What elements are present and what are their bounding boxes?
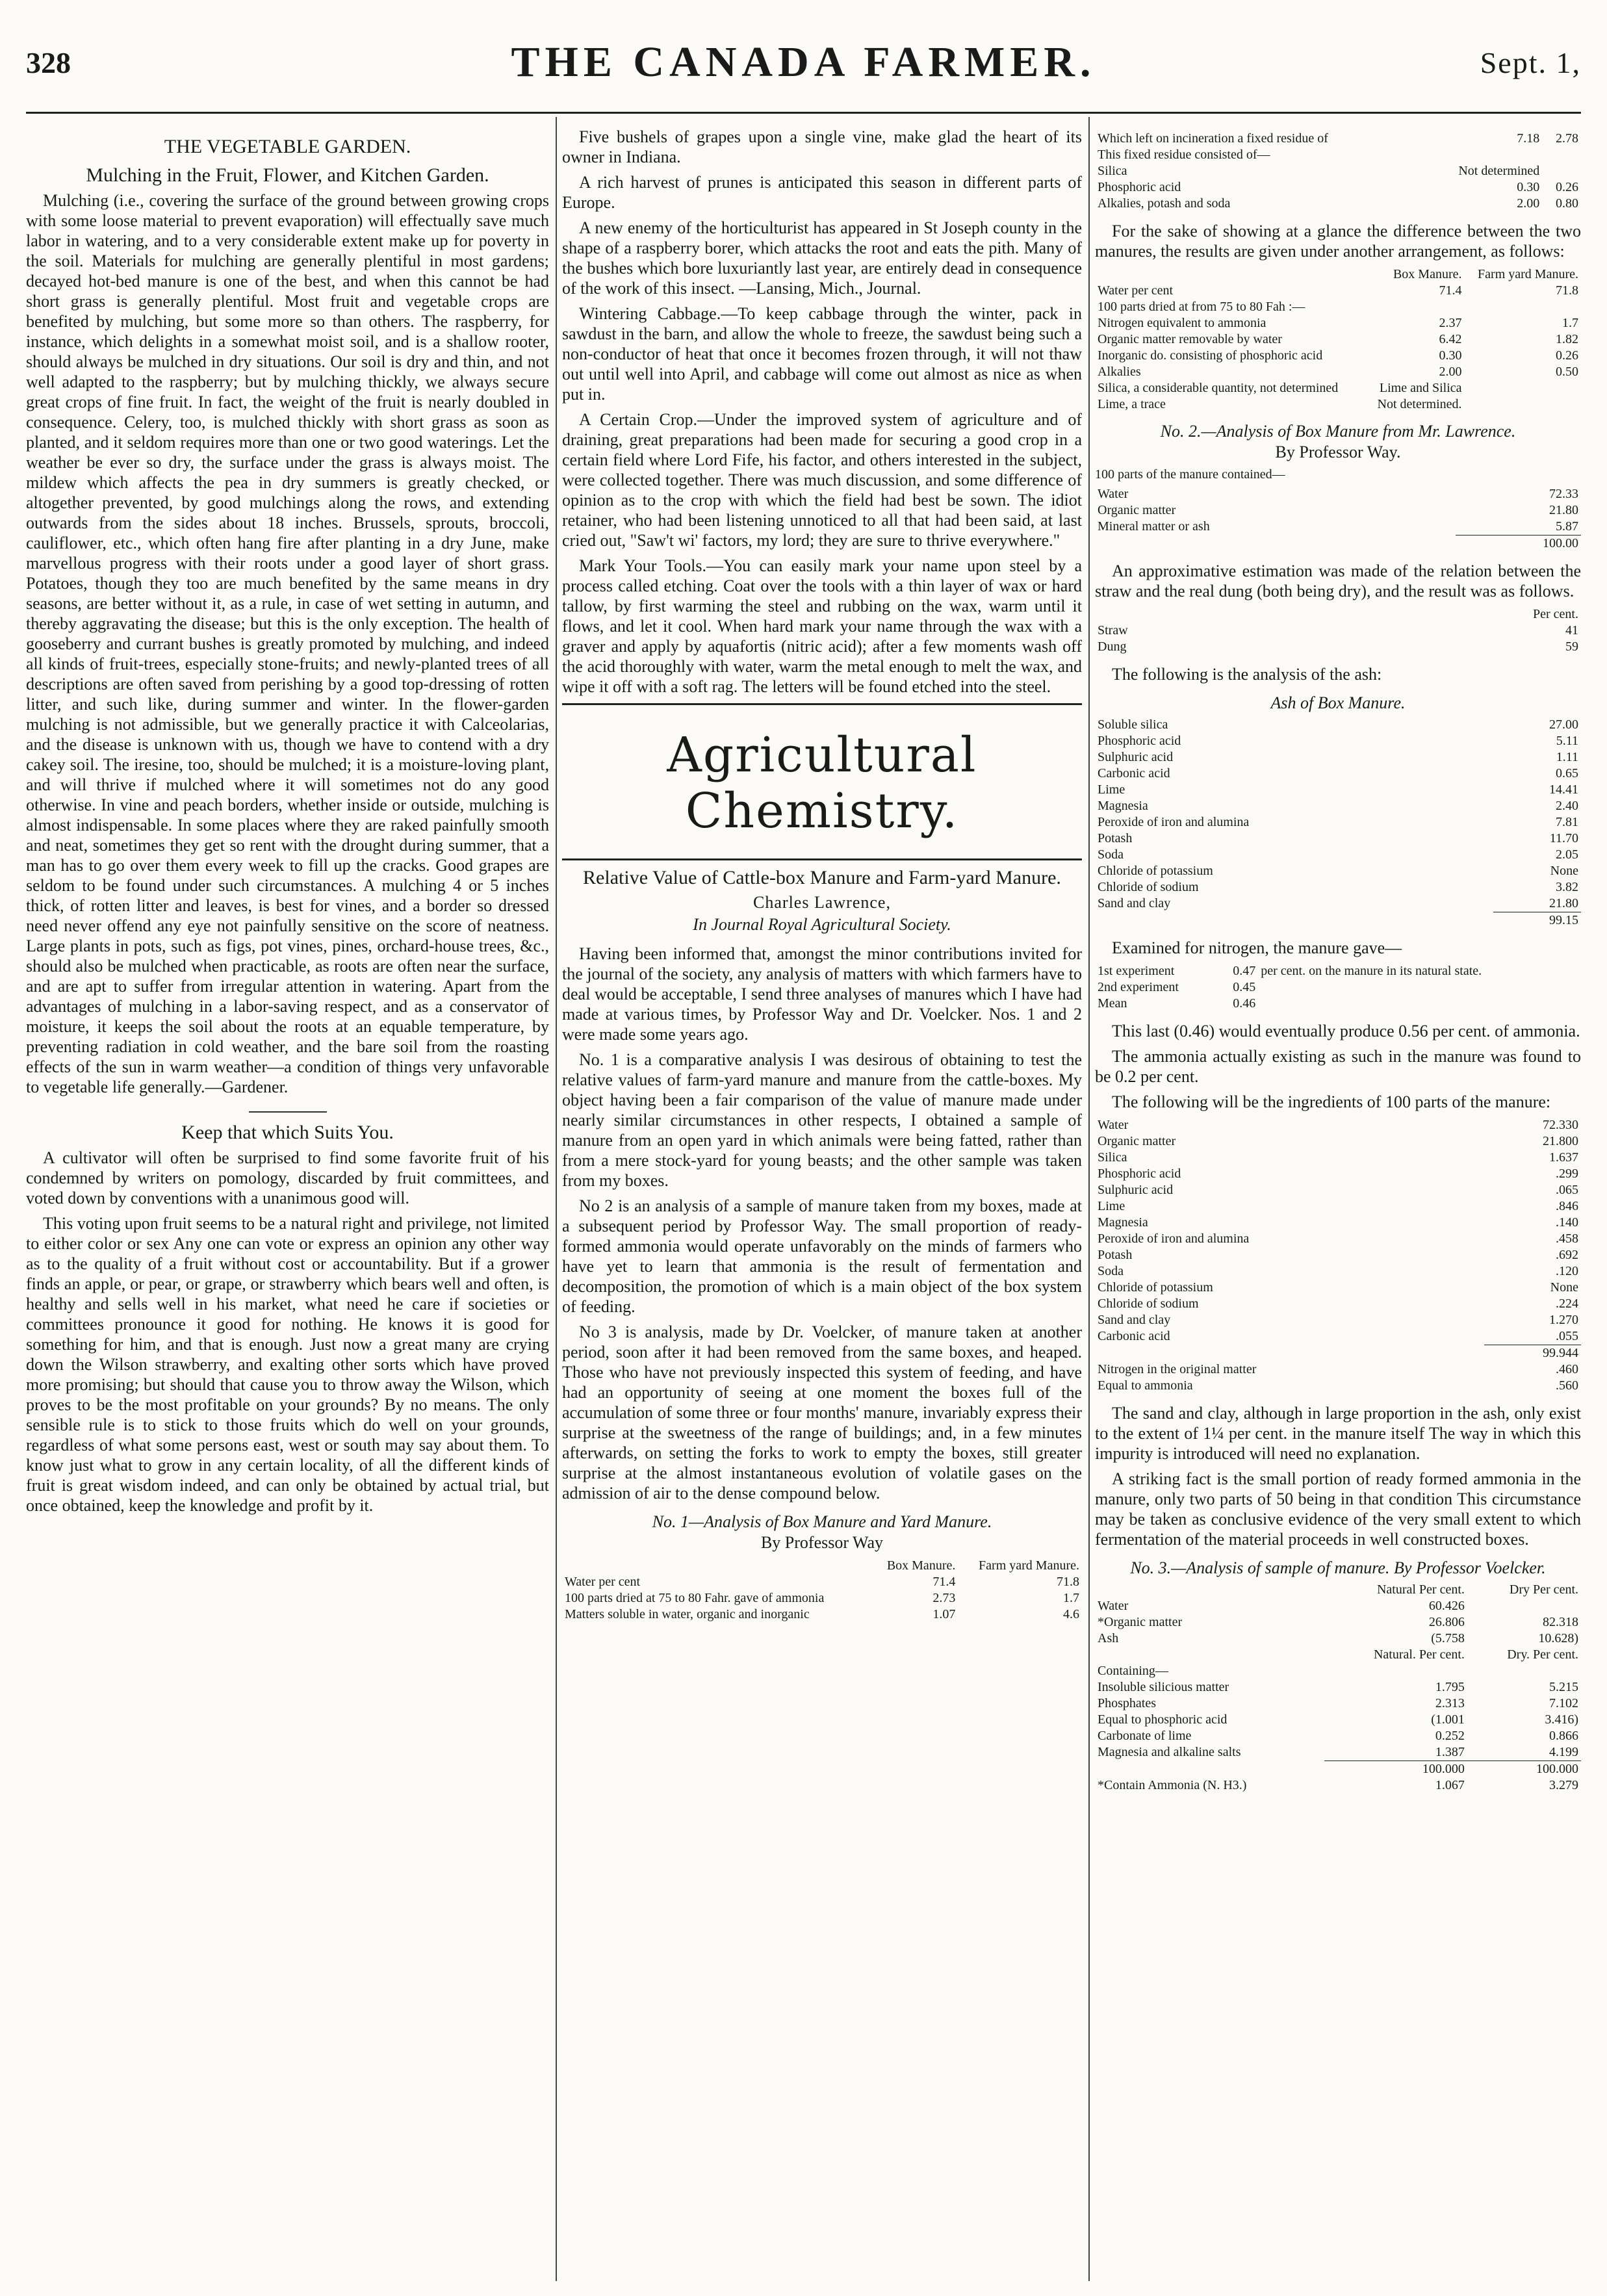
table-cell: This fixed residue consisted of—	[1098, 148, 1270, 162]
table-cell: 0.65	[1556, 766, 1578, 780]
column-left	[26, 127, 549, 2284]
table-row	[562, 1606, 1082, 1623]
ash-table	[1095, 717, 1581, 929]
table-row	[1095, 1231, 1581, 1247]
table-row	[1095, 486, 1581, 502]
table-total-row	[1095, 535, 1581, 552]
issue-date: Sept. 1,	[1480, 46, 1581, 79]
table-row	[1095, 1117, 1581, 1133]
header-rule	[26, 112, 1581, 114]
paragraph: Examined for nitrogen, the manure gave—	[1112, 938, 1402, 957]
table-cell: 2nd experiment	[1098, 980, 1179, 994]
table-cell: Carbonic acid	[1098, 1329, 1170, 1343]
table-cell: 71.8	[1057, 1575, 1079, 1589]
page-header	[26, 26, 1581, 97]
table-cell: Mineral matter or ash	[1098, 519, 1210, 534]
table-cell: 59	[1565, 639, 1578, 654]
table-cell: Organic matter	[1098, 503, 1176, 517]
table-cell: Dung	[1098, 639, 1127, 654]
table-cell: 1.07	[932, 1607, 956, 1621]
table-cell: Not determined.	[1377, 397, 1462, 411]
table-header	[1095, 1582, 1324, 1598]
table-cell: 0.252	[1435, 1729, 1465, 1743]
table-row	[1095, 1647, 1581, 1663]
table-cell: Inorganic do. consisting of phosphoric acid	[1098, 348, 1323, 363]
table-row	[1095, 315, 1581, 331]
table-row	[562, 1590, 1082, 1606]
table-cell: Alkalies, potash and soda	[1098, 196, 1231, 211]
table-row	[1095, 766, 1581, 782]
table-row	[1095, 1182, 1581, 1198]
table-cell: 7.102	[1549, 1696, 1578, 1710]
table-row	[1095, 131, 1581, 147]
table-cell: Sulphuric acid	[1098, 750, 1174, 764]
table-cell: Lime and Silica	[1379, 381, 1462, 395]
table-cell: None	[1550, 1280, 1578, 1295]
table-cell: .055	[1556, 1329, 1578, 1343]
table-cell: Soda	[1098, 1264, 1124, 1278]
table-cell: None	[1550, 864, 1578, 878]
table-cell: .140	[1556, 1215, 1578, 1230]
paragraph: The following is the analysis of the ash:	[1112, 665, 1382, 684]
table-row	[1095, 1280, 1581, 1296]
table-cell: Phosphoric acid	[1098, 734, 1181, 748]
table-cell: 11.70	[1549, 831, 1578, 845]
table-cell: Silica	[1098, 1150, 1127, 1165]
table-cell: .846	[1556, 1199, 1578, 1213]
table-cell: Magnesia and alkaline salts	[1098, 1745, 1241, 1759]
table-cell: 0.30	[1439, 348, 1462, 363]
table-cell: 5.215	[1549, 1680, 1578, 1694]
paragraph: Mark Your Tools.—You can easily mark your name upon steel by a process called etching. Coat over the tools with a thin layer of wax or hard tallow, by first warming the steel and rubbing on the wax, warm until it flows, and let it cool. When hard mark your name through the wax with a graver and apply by aquafortis (nitric acid); after a few moments wash off the acid thoroughly with water, warm the metal enough to melt the wax, and wipe it off with a soft rag. The letters will be found etched into the steel.	[562, 556, 1082, 696]
table-row	[1095, 519, 1581, 535]
table-cell: 21.80	[1549, 503, 1578, 517]
table-row	[1095, 1696, 1581, 1712]
table-cell: Peroxide of iron and alumina	[1098, 1232, 1250, 1246]
table-cell: Sand and clay	[1098, 1313, 1171, 1327]
table-cell: 1.82	[1556, 332, 1578, 346]
table-header: Farm yard Manure.	[1478, 267, 1578, 281]
table-cell: 1.7	[1063, 1591, 1079, 1605]
table-row	[1095, 179, 1581, 196]
table-cell: Magnesia	[1098, 799, 1148, 813]
table-cell: Chloride of sodium	[1098, 880, 1199, 894]
table-cell: Sand and clay	[1098, 896, 1171, 910]
table-cell: 0.26	[1556, 348, 1578, 363]
table-row	[1095, 1296, 1581, 1312]
paragraph: No. 1 is a comparative analysis I was desirous of obtaining to test the relative values of farm-yard manure and manure from the cattle-boxes. My object having been a fair comparison of the value of manure made under nearly similar circumstances in other respects, I obtained a sample of manure from an open yard in which animals were being fatted, rather than from a mere stock-yard for young beasts; and the other sample was taken from my boxes.	[562, 1050, 1082, 1190]
table-header: Dry Per cent.	[1509, 1582, 1578, 1597]
analysis-table-3	[1095, 1582, 1581, 1794]
table-cell: .224	[1556, 1296, 1578, 1311]
table-cell: 1.7	[1562, 316, 1578, 330]
table-row	[1095, 1777, 1581, 1794]
paragraph: The following will be the ingredients of 100 parts of the manure:	[1112, 1092, 1551, 1111]
table-cell: (5.758	[1431, 1631, 1465, 1645]
paragraph: Having been informed that, amongst the minor contributions invited for the journal of the society, any analysis of matters with which farmers have to deal would be acceptable, I send three analyses of manures which I have had made at various times, by Professor Way and Dr. Voelcker. Nos. 1 and 2 were made some years ago.	[562, 944, 1082, 1044]
table-header: Farm yard Manure.	[979, 1558, 1079, 1573]
table-row	[1095, 717, 1581, 733]
table-cell: .692	[1556, 1248, 1578, 1262]
table-cell	[1467, 1663, 1581, 1679]
paragraph: A rich harvest of prunes is anticipated this season in different parts of Europe.	[562, 173, 1082, 212]
paragraph: A striking fact is the small portion of ready formed ammonia in the manure, only two parts of 50 being in that condition This circumstance may be taken as conclusive evidence of the very small extent to which fermentation of the material proceeds in well constructed boxes.	[1095, 1469, 1581, 1549]
table-row	[1095, 1728, 1581, 1744]
table-cell: .460	[1556, 1362, 1578, 1376]
table-caption: No. 3.—Analysis of sample of manure. By Professor Voelcker.	[1130, 1558, 1546, 1577]
table-cell: Water	[1098, 487, 1129, 501]
table-cell: Lime	[1098, 1199, 1125, 1213]
table-row	[1095, 1614, 1581, 1631]
table-cell: 71.4	[932, 1575, 956, 1589]
table-cell: Chloride of potassium	[1098, 1280, 1213, 1295]
table-header: Natural Per cent.	[1376, 1582, 1465, 1597]
table-cell: 5.87	[1556, 519, 1578, 534]
table-cell: 4.199	[1549, 1745, 1578, 1759]
table-header	[1095, 266, 1366, 283]
table-row	[1095, 1378, 1581, 1394]
table-cell: Carbonate of lime	[1098, 1729, 1192, 1743]
table-total: 100.000	[1324, 1761, 1467, 1778]
table-cell	[1422, 147, 1543, 163]
table-cell: Straw	[1098, 623, 1128, 638]
table-cell: Soluble silica	[1098, 717, 1168, 732]
table-caption: No. 2.—Analysis of Box Manure from Mr. Lawrence.	[1160, 422, 1516, 441]
table-cell	[1366, 299, 1465, 315]
article-title: Mulching in the Fruit, Flower, and Kitchen Garden.	[86, 164, 489, 186]
section-heading: THE VEGETABLE GARDEN.	[164, 136, 411, 157]
paragraph: A Certain Crop.—Under the improved system of agriculture and of draining, great preparations had been made for securing a good crop in a certain field where Lord Fife, his factor, and others interested in the subject, were collected together. There was much discussion, and some difference of opinion as to the crop with which the field had best be sown. The idiot retainer, who had been listening unnoticed to all that had been said, at last cried out, "Saw't wi' factors, my lord; they are sure to thrive everywhere."	[562, 410, 1082, 550]
table-cell: Ash	[1098, 1631, 1119, 1645]
table-cell: 1.387	[1435, 1745, 1465, 1759]
table-row	[562, 1574, 1082, 1590]
table-cell: 21.800	[1543, 1134, 1578, 1148]
comparison-table	[1095, 266, 1581, 413]
section-rule	[562, 858, 1082, 860]
table-cell: 5.11	[1556, 734, 1578, 748]
table-row	[1095, 733, 1581, 749]
paragraph: Wintering Cabbage.—To keep cabbage through the winter, pack in sawdust in the barn, and allow the whole to freeze, the sawdust being such a non-conductor of heat that once it becomes frozen through, it will not thaw out until well into April, and cabbage will come out almost as nice as when put in.	[562, 304, 1082, 404]
table-row	[1095, 147, 1581, 163]
table-cell: Silica	[1098, 164, 1127, 178]
table-row	[1095, 798, 1581, 814]
table-row	[1095, 1150, 1581, 1166]
table-row	[1095, 1744, 1581, 1761]
paragraph: A cultivator will often be surprised to find some favorite fruit of his condemned by writers on pomology, discarded by fruit committees, and voted down by conventions with a unanimous good will.	[26, 1148, 549, 1207]
table-cell: Chloride of potassium	[1098, 864, 1213, 878]
table-cell	[1467, 1598, 1581, 1614]
table-row	[1095, 196, 1581, 212]
analysis-table-2	[1095, 486, 1581, 552]
table-cell: 82.318	[1543, 1615, 1578, 1629]
table-cell: 2.00	[1517, 196, 1540, 211]
table-row	[1095, 1312, 1581, 1328]
table-cell: 1.270	[1549, 1313, 1578, 1327]
table-cell: .299	[1556, 1167, 1578, 1181]
table-cell: 1.795	[1435, 1680, 1465, 1694]
table-cell: 14.41	[1549, 782, 1578, 797]
paragraph: An approximative estimation was made of the relation between the straw and the real dung (both being dry), and the result was as follows.	[1095, 561, 1581, 600]
table-cell: Natural. Per cent.	[1373, 1647, 1465, 1662]
table-cell: 0.45	[1233, 980, 1256, 994]
table-cell: *Organic matter	[1098, 1615, 1183, 1629]
table-cell: Potash	[1098, 831, 1133, 845]
table-row	[1095, 1198, 1581, 1215]
paragraph: No 3 is analysis, made by Dr. Voelcker, of manure taken at another period, soon after it had been removed from the same boxes, and heaped. Those who have not previously inspected this system of feeding, and have had an opportunity of seeing at one moment the boxes full of the accumulation of some three or four months' manure, invariably express their surprise at the sweetness of the range of buildings; and, in a few minutes afterwards, on setting the forks to work to empty the boxes, still greater surprise at the almost instantaneous evolution of volatile gases on the admission of air to the dense compound below.	[562, 1322, 1082, 1503]
table-row	[1095, 1247, 1581, 1263]
paragraph: This last (0.46) would eventually produce 0.56 per cent. of ammonia.	[1112, 1022, 1580, 1040]
table-cell: Silica, a considerable quantity, not determined	[1098, 381, 1339, 395]
table-row	[1095, 639, 1581, 655]
table-cell: 6.42	[1439, 332, 1462, 346]
column-divider	[556, 117, 557, 2281]
table-cell	[1324, 1663, 1467, 1679]
table-row	[1095, 299, 1581, 315]
table-cell: Organic matter	[1098, 1134, 1176, 1148]
table-row	[1095, 1663, 1581, 1679]
table-row	[1095, 380, 1581, 396]
table-cell: 0.46	[1233, 996, 1256, 1011]
table-row	[1095, 879, 1581, 896]
table-cell: 1.067	[1435, 1778, 1465, 1792]
section-rule	[562, 703, 1082, 705]
table-cell: Water	[1098, 1118, 1129, 1132]
straw-dung-table	[1095, 606, 1581, 655]
table-row	[1095, 1263, 1581, 1280]
table-cell: 0.26	[1556, 180, 1578, 194]
table-cell: Equal to phosphoric acid	[1098, 1712, 1228, 1727]
table-row	[1095, 163, 1581, 179]
table-cell: Peroxide of iron and alumina	[1098, 815, 1250, 829]
table-total-row	[1095, 912, 1581, 929]
residue-table	[1095, 131, 1581, 212]
table-caption: No. 1—Analysis of Box Manure and Yard Manure.	[652, 1512, 992, 1531]
table-cell: Water per cent	[565, 1575, 641, 1589]
table-cell: 3.279	[1549, 1778, 1578, 1792]
table-row	[1095, 814, 1581, 831]
ingredients-table	[1095, 1117, 1581, 1394]
page-number: 328	[26, 46, 71, 79]
table-header: Box Manure.	[886, 1558, 956, 1573]
table-row	[1095, 1166, 1581, 1182]
table-cell: 4.6	[1063, 1607, 1079, 1621]
table-cell: Phosphoric acid	[1098, 1167, 1181, 1181]
table-row	[1095, 396, 1581, 413]
table-cell: 2.05	[1556, 847, 1578, 862]
table-cell: Potash	[1098, 1248, 1133, 1262]
table-total: 99.15	[1493, 912, 1581, 929]
table-cell	[1465, 396, 1581, 413]
table-total: 99.944	[1484, 1345, 1581, 1362]
table-cell: 1.637	[1549, 1150, 1578, 1165]
masthead-title: THE CANADA FARMER.	[511, 38, 1096, 86]
paragraph: The sand and clay, although in large proportion in the ash, only exist to the extent of 1¼ per cent. in the manure itself The way in which this impurity is introduced will need no explanation.	[1095, 1404, 1581, 1463]
table-cell: 27.00	[1549, 717, 1578, 732]
table-total-row	[1095, 1761, 1581, 1778]
paragraph: Mulching (i.e., covering the surface of the ground between growing crops with some loose material to prevent evaporation) will effectually save much labor in watering, and to a very considerable extent make up for poverty in the soil. Materials for mulching are generally plentiful in most gardens; decayed hot-bed manure is one of the best, and when this cannot be had short grass is generally plentiful. Most fruit and vegetable crops are benefited by mulching, but some more so than others. The raspberry, for instance, which delights in a somewhat moist soil, and is a shallow rooter, should always be mulched in dry situations. Our soil is dry and thin, and not well adapted to the raspberry; but by mulching thickly, we always secure great crops of fine fruit. In fact, the weight of the fruit is nearly doubled in consequence. Celery, too, is mulched thickly with short grass as soon as planted, and it seldom requires more than one or two good waterings. Let the weather be ever so dry, the surface under the grass is always moist. The mildew which affects the pea in dry summers is greatly checked, or altogether prevented, by good mulchings along the rows, and extending outwards from the sides about 18 inches. Brussels, sprouts, broccoli, cauliflower, etc., which often hang fire after planting in a dry June, make marvellous progress with their roots under a good layer of short grass. Potatoes, though they too are much benefited by the same means in dry seasons, are better without it, as a rule, in case of wet setting in autumn, and thereby aggravating the disease; but this is the only exception. The health of gooseberry and currant bushes is greatly promoted by mulching, and indeed all kinds of fruit-trees, especially stone-fruits; and newly-planted trees of all descriptions are often saved from perishing by a good top-dressing of rotten litter, and such like, during summer and winter. In the flower-garden mulching is not admissible, but we generally practice it with Calceolarias, and the disease is unknown with us, though we have to contend with a dry cakey soil. The iresine, too, should be mulched; it is a moisture-loving plant, and will thrive if mulched where it will sometimes not do any good otherwise. In vine and peach borders, whether inside or outside, mulching is almost indispensable. In some places where they are raked painfully smooth and neat, sometimes they get so rent with the drought during summer, that a man has to go over them every week to fill up the cracks. Good grapes are seldom to be found under such circumstances. A mulching 4 or 5 inches thick, of rotten litter and leaves, is best for vines, and a border so dressed need never offend any eye not painfully sensitive on the score of neatness. Large plants in pots, such as figs, pot vines, pines, orchard-house trees, &c., should also be mulched when practicable, as roots are often near the surface, and are apt to suffer from irregular attention in watering. Apart from the advantages of mulching in a labor-saving respect, and as a conservator of moisture, it keeps the soil about the roots at an equable temperature, by preventing radiation in cold weather, and the bare soil from the roasting effects of the sun in warm weather—a condition of things very unfavorable to vegetable life generally.—Gardener.	[26, 191, 549, 1096]
table-cell: Organic matter removable by water	[1098, 332, 1282, 346]
table-row	[1095, 364, 1581, 380]
table-cell: 72.33	[1549, 487, 1578, 501]
table-cell: .065	[1556, 1183, 1578, 1197]
table-cell: Phosphates	[1098, 1696, 1156, 1710]
table-row	[1095, 1361, 1581, 1378]
table-cell: 7.81	[1556, 815, 1578, 829]
table-cell: 60.426	[1428, 1599, 1465, 1613]
table-cell: (1.001	[1431, 1712, 1465, 1727]
nitrogen-table	[1095, 963, 1581, 1012]
table-cell: Carbonic acid	[1098, 766, 1170, 780]
table-cell: 2.313	[1435, 1696, 1465, 1710]
table-cell: 3.82	[1556, 880, 1578, 894]
table-cell: Lime	[1098, 782, 1125, 797]
table-cell: Equal to ammonia	[1098, 1378, 1193, 1393]
table-row	[1095, 1679, 1581, 1696]
table-header: Box Manure.	[1393, 267, 1462, 281]
table-row	[1095, 847, 1581, 863]
table-total: 100.000	[1467, 1761, 1581, 1778]
table-row	[1095, 749, 1581, 766]
table-cell	[1465, 380, 1581, 396]
table-total: 100.00	[1456, 535, 1581, 552]
article-title: Relative Value of Cattle-box Manure and Farm-yard Manure.	[583, 867, 1061, 888]
paragraph: No 2 is an analysis of a sample of manure taken from my boxes, made at a subsequent period by Professor Way. The small proportion of ready-formed ammonia would operate unfavorably on the minds of farmers who have yet to learn that ammonia is the result of fermentation and decomposition, the promotion of which is a main object of the box system of feeding.	[562, 1196, 1082, 1316]
paragraph: A new enemy of the horticulturist has appeared in St Joseph county in the shape of a raspberry borer, which attacks the root and eats the pith. Many of the bushes which bore luxuriantly last year, are entirely dead in consequence of the work of this insect. —Lansing, Mich., Journal.	[562, 218, 1082, 298]
table-cell: 1st experiment	[1098, 964, 1175, 978]
table-byline: By Professor Way.	[1275, 443, 1401, 461]
table-cell	[1465, 299, 1581, 315]
table-header: Per cent.	[1533, 607, 1578, 621]
table-row	[1095, 283, 1581, 299]
table-cell: Dry. Per cent.	[1507, 1647, 1578, 1662]
table-cell: 0.47	[1233, 964, 1256, 978]
table-cell: Matters soluble in water, organic and inorganic	[565, 1607, 810, 1621]
table-header-row	[1095, 1582, 1581, 1598]
table-cell: Not determined	[1458, 164, 1540, 178]
table-total-row	[1095, 1345, 1581, 1362]
table-cell: 2.37	[1439, 316, 1462, 330]
section-title: Agricultural Chemistry.	[667, 727, 977, 839]
table-cell: 2.00	[1439, 365, 1462, 379]
table-cell: 2.78	[1556, 131, 1578, 146]
table-header-row	[1095, 606, 1581, 623]
table-header-row	[1095, 266, 1581, 283]
table-cell	[1542, 163, 1581, 179]
paragraph: For the sake of showing at a glance the difference between the two manures, the results are given under another arrangement, as follows:	[1095, 222, 1581, 261]
table-cell: Sulphuric acid	[1098, 1183, 1174, 1197]
paragraph: This voting upon fruit seems to be a natural right and privilege, not limited to either color or sex Any one can vote or express an opinion any other way as to the quality of a fruit without cost or accountability. But if a grower finds an apple, or pear, or grape, or strawberry which bears well and often, is healthy and sells well in his market, what need he care if societies or committees pronounce it good for nothing. He knows it is good for something for him, and that is enough. Just now a great many are crying down the Wilson strawberry, and exalting other sorts which have proved more promising; but should that cause you to throw away the Wilson, which proves to be the most profitable on your grounds? By no means. The only sensible rule is to stick to those fruits which do well on your grounds, regardless of what some persons east, west or south may say about them. To know just what to grow in any certain locality, of all the different kinds of fruit is great wisdom indeed, and can only be obtained by actual trial, but once obtained, keep the knowledge and profit by it.	[26, 1214, 549, 1515]
table-cell: 0.866	[1549, 1729, 1578, 1743]
table-cell: Water per cent	[1098, 283, 1174, 298]
table-row	[1095, 963, 1581, 979]
source-line: In Journal Royal Agricultural Society.	[693, 915, 951, 934]
table-row	[1095, 348, 1581, 364]
divider	[249, 1111, 327, 1113]
table-cell: *Contain Ammonia (N. H3.)	[1098, 1778, 1247, 1792]
table-cell: 100 parts dried at 75 to 80 Fahr. gave of ammonia	[565, 1591, 825, 1605]
table-header-row	[562, 1558, 1082, 1574]
table-cell: Phosphoric acid	[1098, 180, 1181, 194]
table-cell: Lime, a trace	[1098, 397, 1166, 411]
column-middle	[562, 127, 1082, 2284]
table-cell: .458	[1556, 1232, 1578, 1246]
analysis-table-1	[562, 1558, 1082, 1623]
table-cell: 2.40	[1556, 799, 1578, 813]
paragraph: Five bushels of grapes upon a single vine, make glad the heart of its owner in Indiana.	[562, 127, 1082, 166]
paragraph: The ammonia actually existing as such in the manure was found to be 0.2 per cent.	[1095, 1047, 1581, 1086]
table-row	[1095, 1328, 1581, 1345]
table-cell: Water	[1098, 1599, 1129, 1613]
table-row	[1095, 1712, 1581, 1728]
table-row	[1095, 1215, 1581, 1231]
table-cell: Magnesia	[1098, 1215, 1148, 1230]
table-cell: 0.50	[1556, 365, 1578, 379]
table-row	[1095, 782, 1581, 798]
table-note: per cent. on the manure in its natural state.	[1261, 964, 1482, 978]
table-cell: 0.30	[1517, 180, 1540, 194]
table-cell: Soda	[1098, 847, 1124, 862]
table-row	[1095, 831, 1581, 847]
table-cell: 0.80	[1556, 196, 1578, 211]
table-intro: 100 parts of the manure contained—	[1095, 467, 1285, 482]
table-row	[1095, 1598, 1581, 1614]
table-cell: Containing—	[1098, 1664, 1168, 1678]
table-cell: Which left on incineration a fixed residue of	[1098, 131, 1328, 146]
article-title: Keep that which Suits You.	[181, 1122, 394, 1143]
table-caption: Ash of Box Manure.	[1270, 693, 1406, 712]
column-right	[1095, 127, 1581, 2284]
table-cell: .560	[1556, 1378, 1578, 1393]
table-cell: 3.416)	[1545, 1712, 1578, 1727]
table-cell: Mean	[1098, 996, 1127, 1011]
table-cell: 26.806	[1428, 1615, 1465, 1629]
table-cell: Insoluble silicious matter	[1098, 1680, 1229, 1694]
table-cell: 1.11	[1556, 750, 1578, 764]
table-cell: 7.18	[1517, 131, 1540, 146]
table-row	[1095, 863, 1581, 879]
table-cell: Alkalies	[1098, 365, 1141, 379]
table-cell: 2.73	[932, 1591, 956, 1605]
table-cell: 41	[1565, 623, 1578, 638]
table-header	[562, 1558, 872, 1574]
table-row	[1095, 331, 1581, 348]
table-row	[1095, 502, 1581, 519]
table-cell: 21.80	[1549, 896, 1578, 910]
table-row	[1095, 1133, 1581, 1150]
column-divider	[1088, 117, 1090, 2281]
table-cell: 72.330	[1543, 1118, 1578, 1132]
table-row	[1095, 896, 1581, 912]
table-cell: 100 parts dried at from 75 to 80 Fah :—	[1098, 300, 1305, 314]
table-cell: 71.8	[1556, 283, 1578, 298]
table-row	[1095, 623, 1581, 639]
table-cell	[1542, 147, 1581, 163]
table-cell: 71.4	[1439, 283, 1462, 298]
table-row	[1095, 1631, 1581, 1647]
table-cell: Nitrogen equivalent to ammonia	[1098, 316, 1266, 330]
table-cell	[1095, 1647, 1324, 1663]
author: Charles Lawrence,	[753, 893, 891, 912]
table-byline: By Professor Way	[760, 1533, 884, 1552]
table-cell: 10.628)	[1538, 1631, 1578, 1645]
table-cell: .120	[1556, 1264, 1578, 1278]
table-cell: Chloride of sodium	[1098, 1296, 1199, 1311]
table-cell: Nitrogen in the original matter	[1098, 1362, 1257, 1376]
